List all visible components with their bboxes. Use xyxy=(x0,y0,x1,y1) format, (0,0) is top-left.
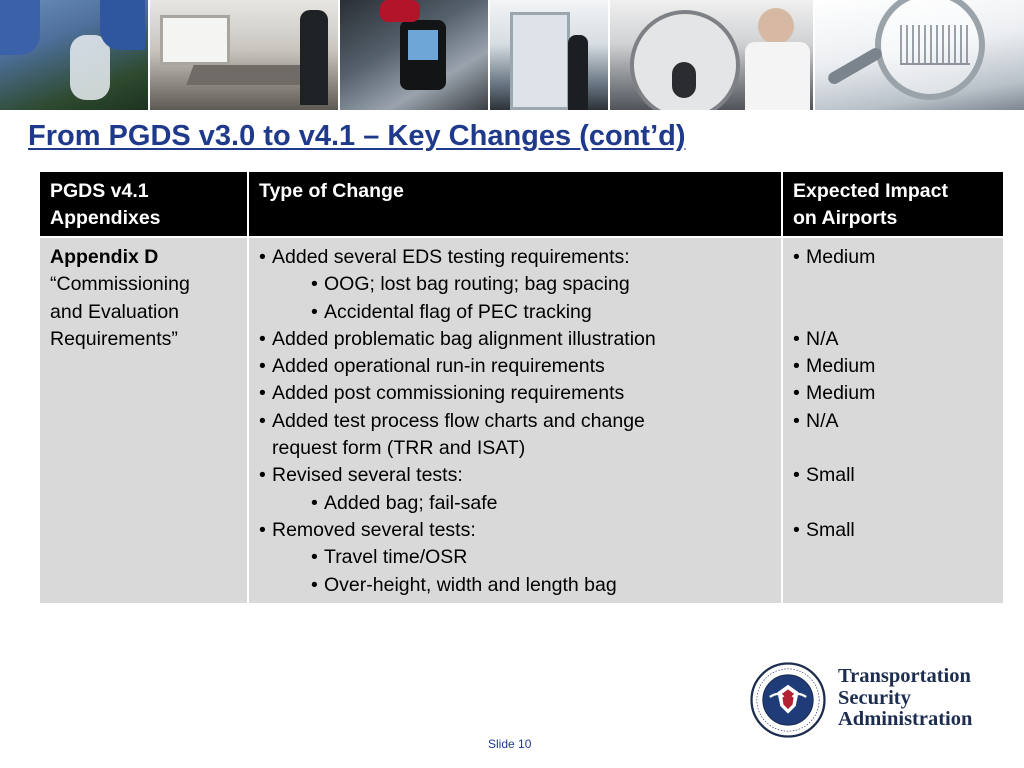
bullet-icon: • xyxy=(311,573,318,596)
bullet-text: Accidental flag of PEC tracking xyxy=(324,300,592,323)
bullet-text: Added problematic bag alignment illustration xyxy=(272,327,656,350)
bullet-icon: • xyxy=(793,464,800,487)
baggage-inspection-photo xyxy=(0,0,150,110)
slide-title: From PGDS v3.0 to v4.1 – Key Changes (cont’d) xyxy=(28,120,686,152)
impact-text: Small xyxy=(806,518,855,541)
handheld-device-photo xyxy=(340,0,490,110)
sub-bullet-item xyxy=(259,572,771,599)
table-header-type-of-change xyxy=(249,172,781,236)
slide-number: Slide 10 xyxy=(488,737,532,751)
header-text: on Airports xyxy=(793,207,898,229)
bullet-item xyxy=(259,462,771,489)
sub-bullet-item xyxy=(259,299,771,326)
impact-text: Medium xyxy=(806,355,876,378)
bullet-item xyxy=(259,517,771,544)
dhs-seal-icon xyxy=(750,662,826,738)
table-header-appendixes xyxy=(40,172,247,236)
header-text: Expected Impact xyxy=(793,180,948,202)
sub-bullet-item xyxy=(259,490,771,517)
bullet-icon: • xyxy=(259,382,266,405)
impact-text: Medium xyxy=(806,382,876,405)
table-header-expected-impact xyxy=(783,172,1003,236)
bullet-text: Added several EDS testing requirements: xyxy=(272,246,630,268)
header-text: Type of Change xyxy=(259,180,404,202)
bullet-text: Added operational run-in requirements xyxy=(272,355,605,378)
impact-item xyxy=(793,326,993,353)
impact-item xyxy=(793,380,993,407)
bullet-icon: • xyxy=(793,382,800,405)
bullet-icon: • xyxy=(793,355,800,378)
bullet-text: Added test process flow charts and change xyxy=(272,409,645,432)
bullet-item xyxy=(259,435,771,462)
impact-item xyxy=(793,244,993,271)
bullet-item xyxy=(259,353,771,380)
bullet-text: OOG; lost bag routing; bag spacing xyxy=(324,273,630,296)
impact-item xyxy=(793,408,993,435)
spacer xyxy=(793,490,993,517)
sub-bullet-item xyxy=(259,271,771,298)
impact-text: Medium xyxy=(806,246,876,268)
tsa-wordmark-line: Security xyxy=(838,686,911,709)
bullet-text: Revised several tests: xyxy=(272,464,463,487)
sub-bullet-item xyxy=(259,544,771,571)
header-text: Appendixes xyxy=(50,207,161,229)
impact-text: Small xyxy=(806,464,855,487)
appendix-description-line: and Evaluation xyxy=(50,300,180,323)
x-ray-machine-photo xyxy=(150,0,340,110)
body-scanner-photo xyxy=(490,0,610,110)
bullet-icon: • xyxy=(259,327,266,350)
bullet-item xyxy=(259,326,771,353)
header-text: PGDS v4.1 xyxy=(50,180,149,202)
appendix-name: Appendix D xyxy=(50,246,159,268)
bullet-text: request form (TRR and ISAT) xyxy=(272,437,526,460)
appendix-description-line: Requirements” xyxy=(50,327,178,350)
bullet-item xyxy=(259,380,771,407)
bullet-icon: • xyxy=(259,355,266,378)
magnifier-chart-photo xyxy=(815,0,1024,110)
officer-with-scanner-photo xyxy=(610,0,815,110)
appendix-cell xyxy=(40,238,247,603)
impact-item xyxy=(793,353,993,380)
bullet-icon: • xyxy=(793,409,800,432)
tsa-wordmark-line: Transportation xyxy=(838,665,971,687)
expected-impact-cell xyxy=(783,238,1003,603)
impact-text: N/A xyxy=(806,327,839,350)
bullet-icon: • xyxy=(311,546,318,569)
tsa-wordmark xyxy=(838,666,972,731)
bullet-icon: • xyxy=(259,518,266,541)
impact-item xyxy=(793,462,993,489)
bullet-icon: • xyxy=(311,491,318,514)
bullet-text: Travel time/OSR xyxy=(324,546,468,569)
bullet-icon: • xyxy=(259,409,266,432)
bullet-icon: • xyxy=(259,464,266,487)
spacer xyxy=(793,271,993,298)
bullet-icon: • xyxy=(793,327,800,350)
bullet-icon: • xyxy=(793,246,800,268)
impact-text: N/A xyxy=(806,409,839,432)
impact-item xyxy=(793,517,993,544)
spacer xyxy=(793,435,993,462)
bullet-text: Removed several tests: xyxy=(272,518,476,541)
changes-table xyxy=(40,172,1001,603)
bullet-item xyxy=(259,408,771,435)
bullet-text: Over-height, width and length bag xyxy=(324,573,617,596)
bullet-text: Added bag; fail-safe xyxy=(324,491,498,514)
spacer xyxy=(793,299,993,326)
appendix-description-line: “Commissioning xyxy=(50,273,190,296)
bullet-item xyxy=(259,244,771,271)
type-of-change-cell xyxy=(249,238,781,603)
photo-banner xyxy=(0,0,1024,110)
bullet-icon: • xyxy=(311,300,318,323)
tsa-wordmark-line: Administration xyxy=(838,708,973,730)
bullet-icon: • xyxy=(793,518,800,541)
bullet-icon: • xyxy=(311,273,318,296)
bullet-icon: • xyxy=(259,246,266,268)
bullet-icon xyxy=(259,435,272,462)
bullet-text: Added post commissioning requirements xyxy=(272,382,625,405)
